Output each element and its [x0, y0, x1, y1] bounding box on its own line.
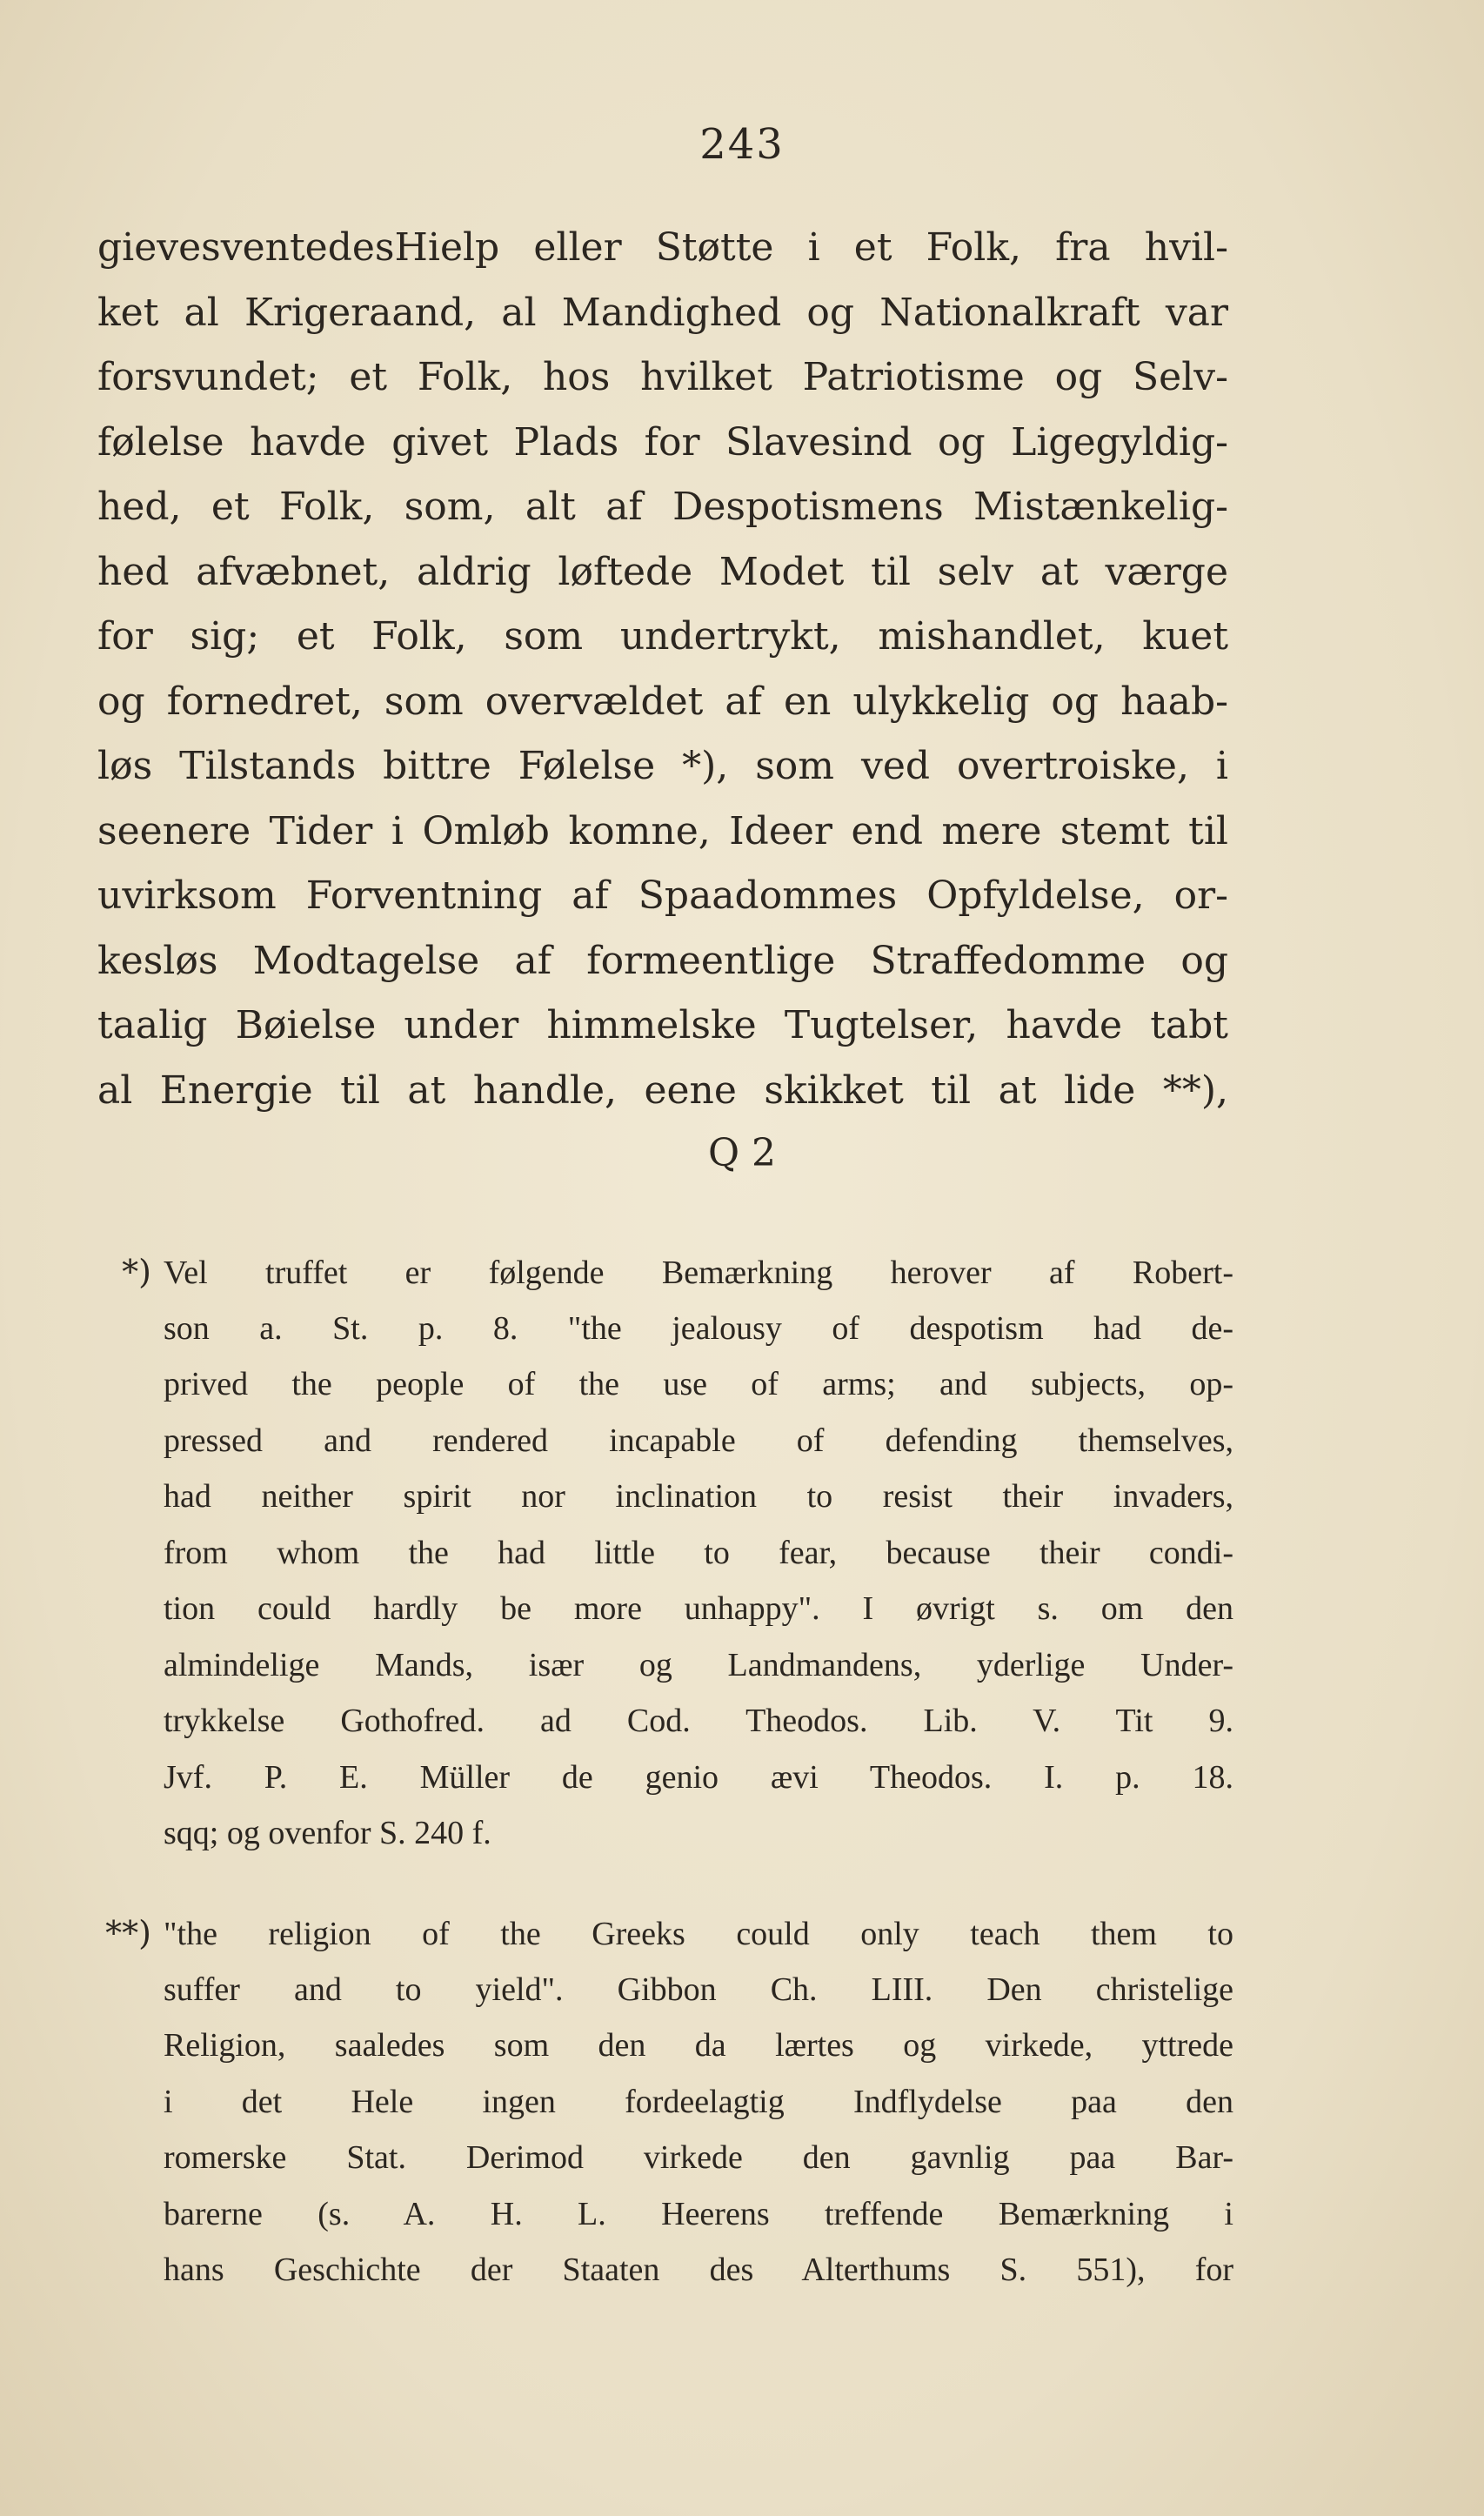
- footnote-line: trykkelse Gothofred. ad Cod. Theodos. Lib. V. Tit 9.: [164, 1703, 1233, 1739]
- footnote-line: i det Hele ingen fordeelagtig Indflydelse paa den: [164, 2083, 1233, 2120]
- footnote-line: pressed and rendered incapable of defending themselves,: [164, 1422, 1233, 1459]
- footnote-line: Jvf. P. E. Müller de genio ævi Theodos. I. p. 18.: [164, 1758, 1233, 1796]
- text-line: gievesventedesHielp eller Støtte i et Folk, fra hvil-: [97, 225, 1228, 270]
- footnote-line: romerske Stat. Derimod virkede den gavnlig paa Bar-: [164, 2139, 1233, 2176]
- text-line: og fornedret, som overvældet af en ulykkelig og haab-: [97, 679, 1228, 724]
- text-line: ket al Krigeraand, al Mandighed og Nationalkraft var: [97, 290, 1228, 335]
- text-line: al Energie til at handle, eene skikket til at lide **),: [97, 1067, 1228, 1113]
- footnote-line: suffer and to yield". Gibbon Ch. LIII. Den christelige: [164, 1971, 1233, 2008]
- footnote-line: sqq; og ovenfor S. 240 f.: [164, 1815, 491, 1851]
- footnote-line: Vel truffet er følgende Bemærkning herover af Robert-: [164, 1255, 1233, 1291]
- text-line: hed afvæbnet, aldrig løftede Modet til selv at værge: [97, 549, 1228, 594]
- footnote-line: Religion, saaledes som den da lærtes og virkede, yttrede: [164, 2027, 1233, 2064]
- footnote-marker: *): [122, 1253, 151, 1291]
- text-line: forsvundet; et Folk, hos hvilket Patriotisme og Selv-: [97, 355, 1228, 399]
- text-line: hed, et Folk, som, alt af Despotismens Mistænkelig-: [97, 485, 1228, 529]
- text-line: taalig Bøielse under himmelske Tugtelser, havde tabt: [97, 1003, 1228, 1047]
- footnote-line: hans Geschichte der Staaten des Alterthums S. 551), for: [164, 2252, 1233, 2288]
- text-line: løs Tilstands bittre Følelse *), som ved overtroiske, i: [97, 744, 1228, 788]
- text-line: seenere Tider i Omløb komne, Ideer end mere stemt til: [97, 808, 1228, 853]
- signature-mark: Q 2: [707, 1131, 777, 1175]
- main-text: [97, 216, 1228, 1123]
- text-line: følelse havde givet Plads for Slavesind og Ligegyldig-: [97, 419, 1228, 465]
- text-line: kesløs Modtagelse af formeentlige Straffedomme og: [97, 938, 1228, 983]
- footnote-marker: **): [105, 1914, 151, 1952]
- text-line: uvirksom Forventning af Spaadommes Opfyldelse, or-: [97, 873, 1228, 918]
- text-line: for sig; et Folk, som undertrykt, mishandlet, kuet: [97, 614, 1228, 659]
- footnote-line: son a. St. p. 8. "the jealousy of despotism had de-: [164, 1309, 1233, 1347]
- footnote-line: barerne (s. A. H. L. Heerens treffende Bemærkning i: [164, 2195, 1233, 2232]
- footnote-1: [85, 1244, 1233, 1862]
- footnote-line: almindelige Mands, især og Landmandens, yderlige Under-: [164, 1646, 1233, 1683]
- footnote-2: [85, 1905, 1233, 2299]
- page-number: 243: [699, 120, 785, 169]
- footnote-line: prived the people of the use of arms; and subjects, op-: [164, 1366, 1233, 1402]
- footnote-line: from whom the had little to fear, because their condi-: [164, 1534, 1233, 1571]
- footnote-line: tion could hardly be more unhappy". I øvrigt s. om den: [164, 1590, 1233, 1627]
- footnote-line: "the religion of the Greeks could only teach them to: [164, 1916, 1233, 1952]
- footnote-line: had neither spirit nor inclination to resist their invaders,: [164, 1478, 1233, 1515]
